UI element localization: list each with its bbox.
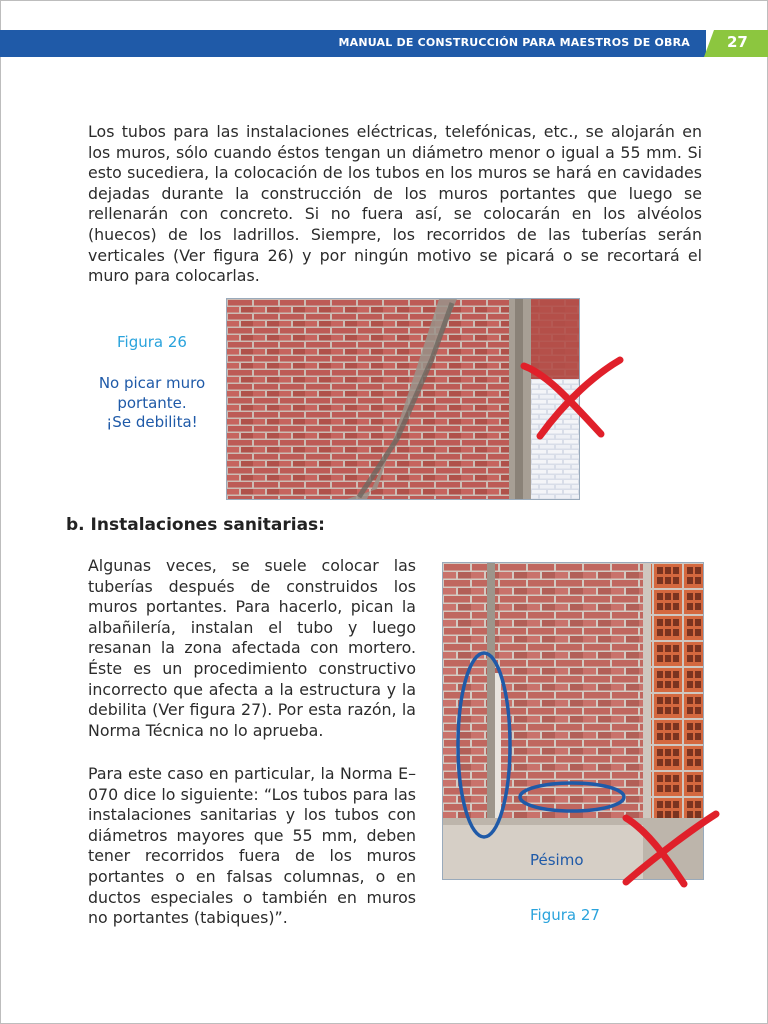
- figure-26-note-line: No picar muro: [98, 374, 206, 392]
- paragraph-electrical-tubes: Los tubos para las instalaciones eléctricas, telefónicas, etc., se alojarán en los muros, sólo cuando éstos tengan un diámetro menor o igual a 55 mm. Si esto sucediera, la colocación de los tubos en los muros se hará en cavidades dejadas durante la construcción de los muros portantes que luego se rellenarán con concreto. Si no fuera así, se colocarán en los alvéolos (huecos) de los ladrillos. Siempre, los recorridos de las tuberías serán verticales (Ver figura 26) y por ningún motivo se picará o se recortará el muro para colocarlas.: [88, 122, 702, 286]
- figure-27-caption: Figura 27: [530, 906, 600, 924]
- figure-26-note: [84, 374, 220, 433]
- figure-27-photo-label: Pésimo: [530, 851, 584, 869]
- figure-26-note-line: ¡Se debilita!: [106, 413, 198, 431]
- vertical-pipe-ellipse-icon: [458, 653, 510, 837]
- figure-27-cross-icon: [616, 808, 726, 890]
- section-heading: b. Instalaciones sanitarias:: [66, 515, 325, 535]
- figure-26-cross-icon: [516, 352, 626, 442]
- figure-26-note-line: portante.: [117, 393, 187, 412]
- figure-27-highlight-ellipses: [454, 645, 634, 855]
- figure-26-caption: Figura 26: [117, 333, 187, 351]
- header-title: MANUAL DE CONSTRUCCIÓN PARA MAESTROS DE OBRA: [338, 36, 690, 49]
- paragraph-norma-e070: Para este caso en particular, la Norma E–070 dice lo siguiente: “Los tubos para las instalaciones sanitarias y los tubos con diámetros mayores que 55 mm, deben tener recorridos fuera de los muros portantes o en falsas columnas, o en ductos especiales o también en muros no portantes (tabiques)”.: [88, 764, 416, 928]
- page-number: 27: [727, 33, 748, 51]
- horizontal-pipe-ellipse-icon: [520, 783, 624, 811]
- paragraph-pipes-after-walls: Algunas veces, se suele colocar las tuberías después de construidos los muros portantes. Para hacerlo, pican la albañilería, instalan el tubo y luego resanan la zona afectada con mortero. Éste es un procedimiento constructivo incorrecto que afecta a la estructura y la debilita (Ver figura 27). Por esta razón, la Norma Técnica no lo aprueba.: [88, 556, 416, 740]
